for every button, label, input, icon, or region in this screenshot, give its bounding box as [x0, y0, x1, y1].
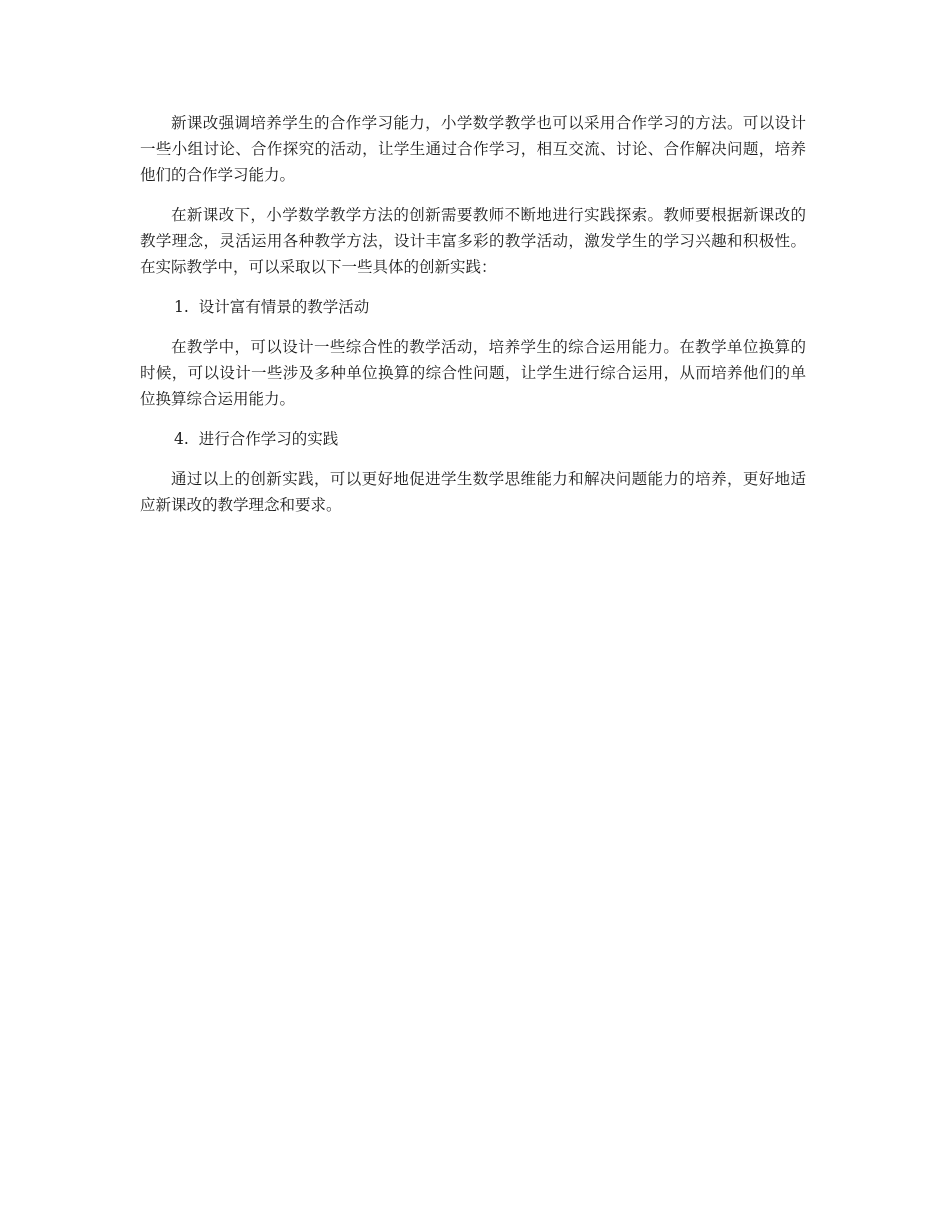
section-heading-1 — [140, 294, 806, 320]
section-number: 4. — [174, 430, 189, 448]
paragraph-conclusion: 通过以上的创新实践，可以更好地促进学生数学思维能力和解决问题能力的培养，更好地适应新课改的教学理念和要求。 — [140, 470, 806, 514]
section-number: 1. — [174, 298, 189, 316]
document-body — [140, 110, 806, 532]
paragraph-comprehensive-activities: 在教学中，可以设计一些综合性的教学活动，培养学生的综合运用能力。在教学单位换算的时候，可以设计一些涉及多种单位换算的综合性问题，让学生进行综合运用，从而培养他们的单位换算综合运用能力。 — [140, 338, 806, 408]
paragraph-innovation-practice: 在新课改下，小学数学教学方法的创新需要教师不断地进行实践探索。教师要根据新课改的教学理念，灵活运用各种教学方法，设计丰富多彩的教学活动，激发学生的学习兴趣和积极性。在实际教学中，可以采取以下一些具体的创新实践： — [140, 206, 806, 276]
paragraph-cooperative-learning: 新课改强调培养学生的合作学习能力，小学数学教学也可以采用合作学习的方法。可以设计一些小组讨论、合作探究的活动，让学生通过合作学习，相互交流、讨论、合作解决问题，培养他们的合作学习能力。 — [140, 114, 806, 184]
section-title: 进行合作学习的实践 — [198, 430, 339, 448]
section-heading-4 — [140, 426, 806, 452]
section-title: 设计富有情景的教学活动 — [198, 298, 370, 316]
